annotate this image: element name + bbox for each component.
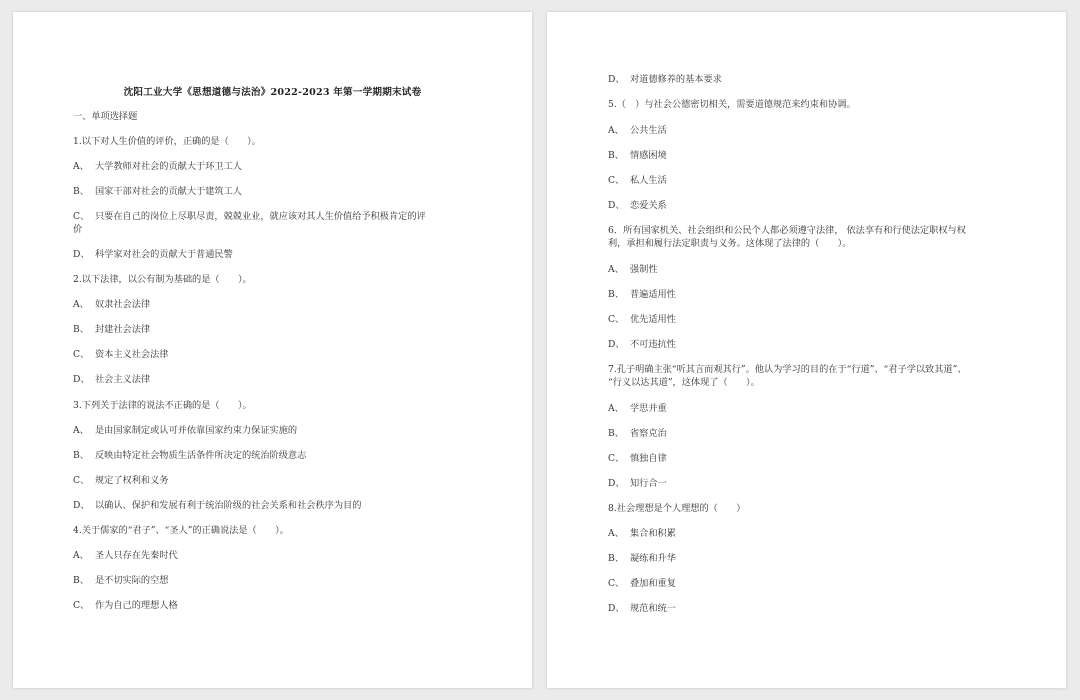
option-letter: C、 <box>608 175 625 186</box>
option-text: 知行合一 <box>630 478 667 489</box>
question-1-option-a <box>73 160 242 173</box>
option-letter: B、 <box>73 450 89 461</box>
option-text: 不可违抗性 <box>630 339 676 350</box>
question-1-option-d <box>73 248 233 261</box>
question-3-stem: 3.下列关于法律的说法不正确的是（ ）。 <box>73 400 252 411</box>
option-text: 社会主义法律 <box>95 374 151 385</box>
option-text: 奴隶社会法律 <box>95 299 151 310</box>
option-letter: C、 <box>608 314 625 325</box>
option-letter: B、 <box>608 428 624 439</box>
option-letter: D、 <box>73 500 90 511</box>
option-text-continued: 价 <box>73 224 83 235</box>
option-letter: A、 <box>608 125 624 136</box>
option-text: 对道德修养的基本要求 <box>630 74 722 85</box>
option-letter: B、 <box>73 575 89 586</box>
option-letter: B、 <box>608 553 624 564</box>
question-2-stem: 2.以下法律，以公有制为基础的是（ ）。 <box>73 274 252 285</box>
option-letter: C、 <box>73 211 90 222</box>
option-text: 作为自己的理想人格 <box>95 600 178 611</box>
option-text: 大学教师对社会的贡献大于环卫工人 <box>95 161 242 172</box>
option-text: 规定了权利和义务 <box>95 475 169 486</box>
question-8-option-d <box>608 602 676 615</box>
option-letter: C、 <box>608 453 625 464</box>
option-letter: A、 <box>73 161 89 172</box>
question-4-option-a <box>73 549 178 562</box>
question-5-stem: 5.（ ）与社会公德密切相关，需要道德规范来约束和协调。 <box>608 99 856 110</box>
question-1-stem: 1.以下对人生价值的评价，正确的是（ ）。 <box>73 136 261 147</box>
question-7-option-a <box>608 402 667 415</box>
option-letter: D、 <box>73 249 90 260</box>
option-text: 圣人只存在先秦时代 <box>95 550 178 561</box>
option-text: 情感困境 <box>630 150 667 161</box>
section-heading: 一、单项选择题 <box>73 111 138 122</box>
exam-title: 沈阳工业大学《思想道德与法治》2022-2023 年第一学期期末试卷 <box>123 87 422 98</box>
question-8-stem: 8.社会理想是个人理想的（ ） <box>608 503 746 514</box>
option-text: 学思并重 <box>630 403 667 414</box>
option-text: 只要在自己的岗位上尽职尽责，兢兢业业，就应该对其人生价值给予积极肯定的评 <box>95 211 426 222</box>
question-3-option-b <box>73 449 306 462</box>
option-letter: A、 <box>608 264 624 275</box>
option-text: 是由国家制定或认可并依靠国家约束力保证实施的 <box>95 425 298 436</box>
option-letter: A、 <box>608 528 624 539</box>
question-4-option-b <box>73 574 169 587</box>
question-7-option-c <box>608 452 667 465</box>
option-text: 叠加和重复 <box>630 578 676 589</box>
option-text: 资本主义社会法律 <box>95 349 169 360</box>
question-5-option-d <box>608 199 667 212</box>
option-letter: D、 <box>608 74 625 85</box>
option-text: 慎独自律 <box>630 453 667 464</box>
question-8-option-a <box>608 527 676 540</box>
option-letter: C、 <box>73 349 90 360</box>
question-2-option-c <box>73 348 169 361</box>
option-letter: C、 <box>73 475 90 486</box>
question-7-stem-line-1: 7.孔子明确主张“听其言而观其行”。他认为学习的目的在于“行道”、“君子学以致其道”、 <box>608 364 967 375</box>
question-5-option-c <box>608 174 667 187</box>
option-letter: A、 <box>608 403 624 414</box>
question-6-option-d <box>608 338 676 351</box>
question-6-option-b <box>608 288 676 301</box>
question-5-option-b <box>608 149 667 162</box>
option-text: 规范和统一 <box>630 603 676 614</box>
option-letter: B、 <box>73 186 89 197</box>
question-3-option-d <box>73 499 361 512</box>
option-letter: A、 <box>73 425 89 436</box>
option-letter: D、 <box>608 478 625 489</box>
question-7-option-b <box>608 427 667 440</box>
question-4-option-d <box>608 73 722 86</box>
question-5-option-a <box>608 124 667 137</box>
option-letter: D、 <box>608 200 625 211</box>
question-6-option-c <box>608 313 676 326</box>
option-text: 科学家对社会的贡献大于普通民警 <box>95 249 233 260</box>
question-1-option-c <box>73 210 493 236</box>
question-6-stem-line-2: 利，承担和履行法定职责与义务。这体现了法律的（ ）。 <box>608 238 852 249</box>
question-6-stem-line-1: 6．所有国家机关、社会组织和公民个人都必须遵守法律， 依法享有和行使法定职权与权 <box>608 225 966 236</box>
option-letter: B、 <box>73 324 89 335</box>
option-text: 优先适用性 <box>630 314 676 325</box>
option-text: 以确认、保护和发展有利于统治阶级的社会关系和社会秩序为目的 <box>95 500 362 511</box>
option-text: 恋爱关系 <box>630 200 667 211</box>
question-6-option-a <box>608 263 658 276</box>
option-letter: A、 <box>73 299 89 310</box>
option-text: 封建社会法律 <box>95 324 151 335</box>
option-letter: D、 <box>73 374 90 385</box>
question-3-option-a <box>73 424 297 437</box>
option-text: 集合和积累 <box>630 528 676 539</box>
question-2-option-d <box>73 373 150 386</box>
question-3-option-c <box>73 474 169 487</box>
option-letter: C、 <box>73 600 90 611</box>
question-4-option-c <box>73 599 178 612</box>
option-letter: A、 <box>73 550 89 561</box>
option-text: 是不切实际的空想 <box>95 575 169 586</box>
document-page-left <box>13 12 532 688</box>
question-7-stem-line-2: “行义以达其道”，这体现了（ ）。 <box>608 377 760 388</box>
option-letter: B、 <box>608 150 624 161</box>
question-8-option-c <box>608 577 676 590</box>
option-letter: D、 <box>608 603 625 614</box>
option-letter: C、 <box>608 578 625 589</box>
question-2-option-a <box>73 298 150 311</box>
question-4-stem: 4.关于儒家的“君子”、“圣人”的正确说法是（ ）。 <box>73 525 289 536</box>
question-7-option-d <box>608 477 667 490</box>
option-text: 强制性 <box>630 264 658 275</box>
question-2-option-b <box>73 323 150 336</box>
option-text: 凝练和升华 <box>630 553 676 564</box>
question-8-option-b <box>608 552 676 565</box>
option-text: 国家干部对社会的贡献大于建筑工人 <box>95 186 242 197</box>
option-letter: B、 <box>608 289 624 300</box>
option-text: 私人生活 <box>630 175 667 186</box>
option-text: 省察克治 <box>630 428 667 439</box>
question-1-option-b <box>73 185 242 198</box>
option-text: 反映由特定社会物质生活条件所决定的统治阶级意志 <box>95 450 307 461</box>
option-letter: D、 <box>608 339 625 350</box>
option-text: 公共生活 <box>630 125 667 136</box>
document-page-right <box>547 12 1066 688</box>
option-text: 普遍适用性 <box>630 289 676 300</box>
